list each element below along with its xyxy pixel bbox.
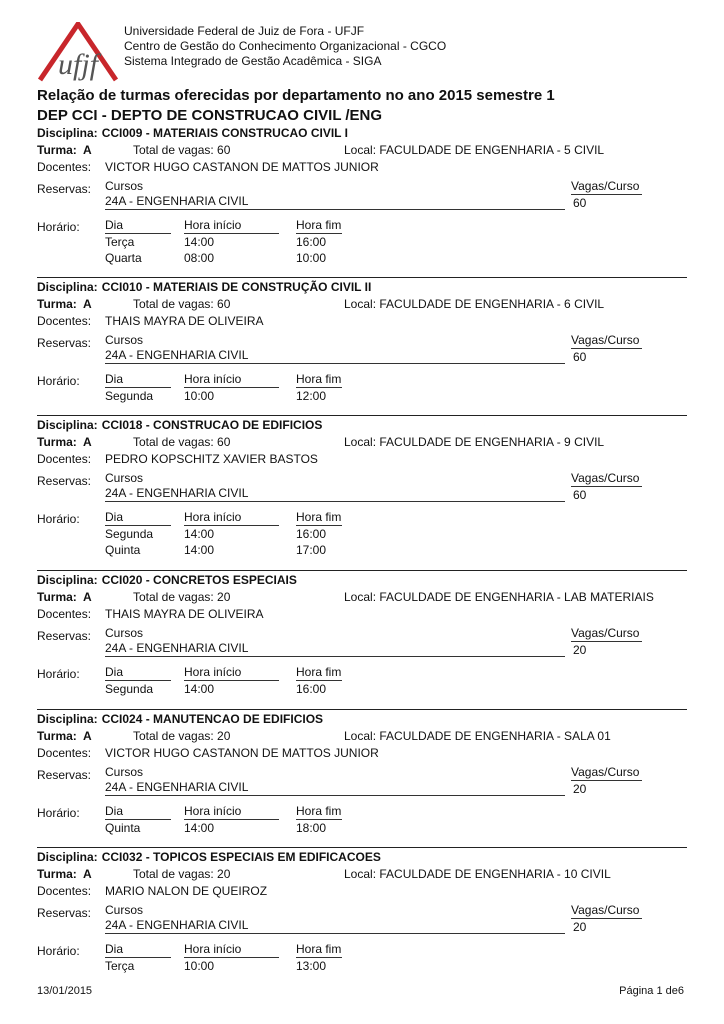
schedule-day: Segunda xyxy=(105,682,154,696)
horario-label: Horário: xyxy=(37,512,80,526)
cursos-header: Cursos xyxy=(105,333,144,347)
section-divider xyxy=(37,415,687,416)
schedule-start: 14:00 xyxy=(184,821,215,835)
discipline-line xyxy=(37,418,322,432)
docentes-value: MARIO NALON DE QUEIROZ xyxy=(105,884,268,898)
schedule-end: 17:00 xyxy=(296,543,327,557)
discipline-line xyxy=(37,712,323,726)
turma-value: A xyxy=(83,435,92,449)
hora-inicio-header: Hora início xyxy=(184,510,279,526)
discipline-section xyxy=(37,573,687,713)
horario-label: Horário: xyxy=(37,374,80,388)
schedule-end: 12:00 xyxy=(296,389,327,403)
vagas-curso-header: Vagas/Curso xyxy=(571,471,642,487)
cursos-header: Cursos xyxy=(105,903,144,917)
curso-value: 24A - ENGENHARIA CIVIL xyxy=(105,486,565,502)
total-vagas: Total de vagas: 20 xyxy=(133,590,231,604)
hora-fim-header: Hora fim xyxy=(296,510,342,524)
turma-value: A xyxy=(83,867,92,881)
discipline-label: Disciplina: xyxy=(37,573,98,587)
dia-header: Dia xyxy=(105,942,171,958)
horario-label: Horário: xyxy=(37,806,80,820)
discipline-name: CCI032 - TOPICOS ESPECIAIS EM EDIFICACOES xyxy=(101,850,381,864)
vagas-curso-header: Vagas/Curso xyxy=(571,179,642,195)
dia-header: Dia xyxy=(105,372,171,388)
docentes-value: THAIS MAYRA DE OLIVEIRA xyxy=(105,607,264,621)
schedule-end: 16:00 xyxy=(296,235,327,249)
curso-value: 24A - ENGENHARIA CIVIL xyxy=(105,641,565,657)
docentes-value: THAIS MAYRA DE OLIVEIRA xyxy=(105,314,264,328)
curso-value: 24A - ENGENHARIA CIVIL xyxy=(105,918,565,934)
hora-fim-header: Hora fim xyxy=(296,218,342,232)
reservas-label: Reservas: xyxy=(37,182,92,196)
discipline-section xyxy=(37,418,687,558)
docentes-value: VICTOR HUGO CASTANON DE MATTOS JUNIOR xyxy=(105,160,379,174)
local: Local: FACULDADE DE ENGENHARIA - 10 CIVIL xyxy=(344,867,611,881)
cursos-header: Cursos xyxy=(105,471,144,485)
turma-value: A xyxy=(83,143,92,157)
vagas-curso-value: 60 xyxy=(573,196,587,210)
schedule-end: 16:00 xyxy=(296,682,327,696)
vagas-curso-header: Vagas/Curso xyxy=(571,333,642,349)
logo-text: ufjf xyxy=(57,48,99,81)
docentes-label: Docentes: xyxy=(37,746,92,760)
footer-date: 13/01/2015 xyxy=(37,985,93,997)
vagas-curso-header: Vagas/Curso xyxy=(571,626,642,642)
turma-value: A xyxy=(83,590,92,604)
schedule-start: 08:00 xyxy=(184,251,215,265)
vagas-curso-value: 20 xyxy=(573,920,587,934)
discipline-line xyxy=(37,573,297,587)
docentes-label: Docentes: xyxy=(37,160,92,174)
report-title: Relação de turmas oferecidas por departamento no ano 2015 semestre 1 xyxy=(37,87,555,104)
reservas-label: Reservas: xyxy=(37,768,92,782)
discipline-name: CCI018 - CONSTRUCAO DE EDIFICIOS xyxy=(101,418,323,432)
cursos-header: Cursos xyxy=(105,626,144,640)
curso-value: 24A - ENGENHARIA CIVIL xyxy=(105,780,565,796)
turma-label: Turma: xyxy=(37,590,77,604)
hora-inicio-header: Hora início xyxy=(184,665,279,681)
docentes-label: Docentes: xyxy=(37,884,92,898)
hora-fim-header: Hora fim xyxy=(296,665,342,679)
docentes-value: PEDRO KOPSCHITZ XAVIER BASTOS xyxy=(105,452,318,466)
discipline-name: CCI020 - CONCRETOS ESPECIAIS xyxy=(101,573,297,587)
discipline-line xyxy=(37,280,371,294)
discipline-label: Disciplina: xyxy=(37,418,98,432)
schedule-day: Quinta xyxy=(105,543,141,557)
center-name: Centro de Gestão do Conhecimento Organizacional - CGCO xyxy=(124,39,447,53)
total-vagas: Total de vagas: 60 xyxy=(133,435,231,449)
department-title: DEP CCI - DEPTO DE CONSTRUCAO CIVIL /ENG xyxy=(37,107,383,124)
vagas-curso-value: 60 xyxy=(573,350,587,364)
schedule-day: Terça xyxy=(105,959,135,973)
hora-inicio-header: Hora início xyxy=(184,372,279,388)
horario-label: Horário: xyxy=(37,667,80,681)
total-vagas: Total de vagas: 60 xyxy=(133,297,231,311)
turma-label: Turma: xyxy=(37,867,77,881)
discipline-section xyxy=(37,126,687,266)
local: Local: FACULDADE DE ENGENHARIA - 6 CIVIL xyxy=(344,297,605,311)
hora-inicio-header: Hora início xyxy=(184,804,279,820)
schedule-end: 18:00 xyxy=(296,821,327,835)
discipline-label: Disciplina: xyxy=(37,712,98,726)
hora-fim-header: Hora fim xyxy=(296,804,342,818)
dia-header: Dia xyxy=(105,665,171,681)
vagas-curso-value: 20 xyxy=(573,643,587,657)
curso-value: 24A - ENGENHARIA CIVIL xyxy=(105,194,565,210)
discipline-name: CCI010 - MATERIAIS DE CONSTRUÇÃO CIVIL II xyxy=(101,280,372,294)
docentes-value: VICTOR HUGO CASTANON DE MATTOS JUNIOR xyxy=(105,746,379,760)
discipline-label: Disciplina: xyxy=(37,126,98,140)
section-divider xyxy=(37,277,687,278)
footer-page: Página 1 de6 xyxy=(619,985,684,997)
system-name: Sistema Integrado de Gestão Acadêmica - SIGA xyxy=(124,54,382,68)
discipline-section xyxy=(37,280,687,420)
schedule-start: 14:00 xyxy=(184,235,215,249)
hora-fim-header: Hora fim xyxy=(296,372,342,386)
dia-header: Dia xyxy=(105,218,171,234)
horario-label: Horário: xyxy=(37,944,80,958)
horario-label: Horário: xyxy=(37,220,80,234)
section-divider xyxy=(37,847,687,848)
turma-label: Turma: xyxy=(37,435,77,449)
dia-header: Dia xyxy=(105,804,171,820)
curso-value: 24A - ENGENHARIA CIVIL xyxy=(105,348,565,364)
discipline-section xyxy=(37,850,687,990)
reservas-label: Reservas: xyxy=(37,629,92,643)
dia-header: Dia xyxy=(105,510,171,526)
schedule-day: Segunda xyxy=(105,389,154,403)
schedule-day: Quarta xyxy=(105,251,142,265)
docentes-label: Docentes: xyxy=(37,607,92,621)
vagas-curso-value: 20 xyxy=(573,782,587,796)
discipline-label: Disciplina: xyxy=(37,280,98,294)
schedule-start: 14:00 xyxy=(184,682,215,696)
cursos-header: Cursos xyxy=(105,179,144,193)
local: Local: FACULDADE DE ENGENHARIA - LAB MATERIAIS xyxy=(344,590,654,604)
schedule-day: Terça xyxy=(105,235,135,249)
schedule-day: Quinta xyxy=(105,821,141,835)
schedule-end: 13:00 xyxy=(296,959,327,973)
docentes-label: Docentes: xyxy=(37,452,92,466)
local: Local: FACULDADE DE ENGENHARIA - 5 CIVIL xyxy=(344,143,605,157)
schedule-day: Segunda xyxy=(105,527,154,541)
total-vagas: Total de vagas: 20 xyxy=(133,729,231,743)
discipline-label: Disciplina: xyxy=(37,850,98,864)
discipline-line xyxy=(37,850,381,864)
institution-header xyxy=(124,24,446,69)
schedule-start: 10:00 xyxy=(184,959,215,973)
discipline-line xyxy=(37,126,348,140)
local: Local: FACULDADE DE ENGENHARIA - SALA 01 xyxy=(344,729,611,743)
hora-inicio-header: Hora início xyxy=(184,942,279,958)
schedule-start: 10:00 xyxy=(184,389,215,403)
section-divider xyxy=(37,709,687,710)
total-vagas: Total de vagas: 60 xyxy=(133,143,231,157)
reservas-label: Reservas: xyxy=(37,906,92,920)
reservas-label: Reservas: xyxy=(37,474,92,488)
vagas-curso-header: Vagas/Curso xyxy=(571,903,642,919)
hora-fim-header: Hora fim xyxy=(296,942,342,956)
schedule-end: 10:00 xyxy=(296,251,327,265)
turma-label: Turma: xyxy=(37,297,77,311)
section-divider xyxy=(37,570,687,571)
schedule-start: 14:00 xyxy=(184,527,215,541)
turma-label: Turma: xyxy=(37,143,77,157)
turma-value: A xyxy=(83,729,92,743)
turma-value: A xyxy=(83,297,92,311)
cursos-header: Cursos xyxy=(105,765,144,779)
local: Local: FACULDADE DE ENGENHARIA - 9 CIVIL xyxy=(344,435,605,449)
discipline-section xyxy=(37,712,687,852)
docentes-label: Docentes: xyxy=(37,314,92,328)
hora-inicio-header: Hora início xyxy=(184,218,279,234)
vagas-curso-value: 60 xyxy=(573,488,587,502)
turma-label: Turma: xyxy=(37,729,77,743)
ufjf-logo xyxy=(38,22,118,82)
discipline-name: CCI009 - MATERIAIS CONSTRUCAO CIVIL I xyxy=(101,126,348,140)
total-vagas: Total de vagas: 20 xyxy=(133,867,231,881)
university-name: Universidade Federal de Juiz de Fora - UFJF xyxy=(124,24,365,38)
discipline-name: CCI024 - MANUTENCAO DE EDIFICIOS xyxy=(101,712,324,726)
schedule-end: 16:00 xyxy=(296,527,327,541)
vagas-curso-header: Vagas/Curso xyxy=(571,765,642,781)
reservas-label: Reservas: xyxy=(37,336,92,350)
schedule-start: 14:00 xyxy=(184,543,215,557)
